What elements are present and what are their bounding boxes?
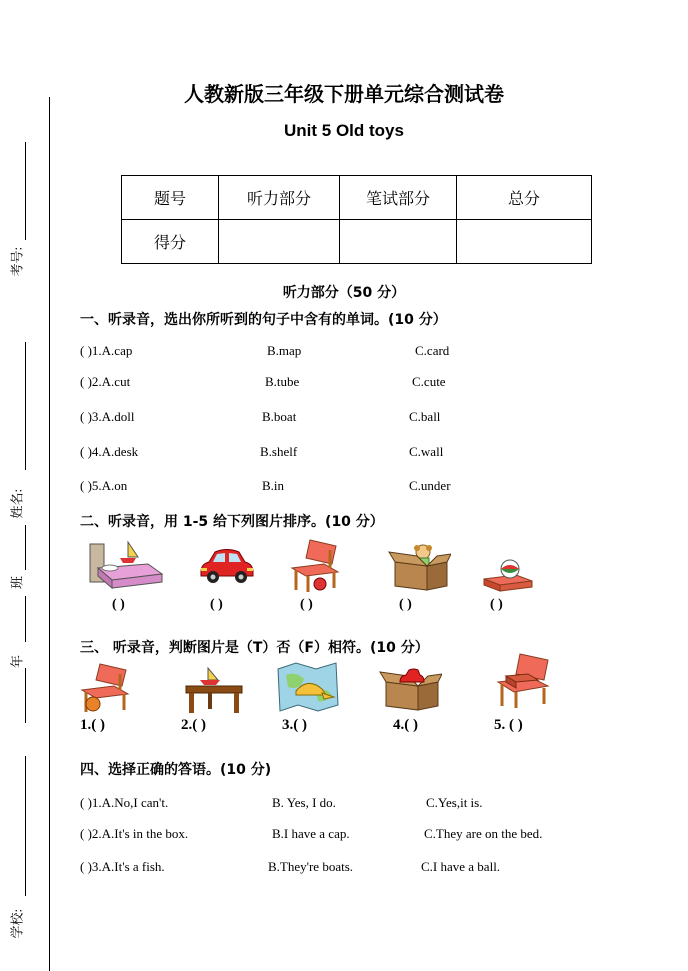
table-cell: 题号: [122, 176, 219, 220]
map-cap-icon: [276, 661, 340, 713]
desk-boat-icon: [184, 666, 244, 714]
s1-q1-c: C.card: [415, 343, 450, 358]
s4-q3-a: ( )3.A.It's a fish.: [80, 859, 165, 874]
s1-q3-c: C.ball: [409, 409, 441, 424]
binding-line: [49, 97, 50, 971]
s4-q2-a: ( )2.A.It's in the box.: [80, 826, 189, 841]
exam-no-rule: [25, 142, 26, 240]
s1-q2-b: B.tube: [265, 374, 300, 389]
exam-no-label: 考号:: [9, 246, 25, 277]
score-table: [121, 175, 592, 264]
grade-rule: [25, 596, 26, 642]
table-cell: 听力部分: [219, 176, 340, 220]
section4-heading: 四、选择正确的答语。(10 分): [80, 762, 272, 778]
s3-answer-1[interactable]: 1.( ): [80, 717, 105, 733]
grade-label: 年: [9, 655, 25, 669]
table-cell: 笔试部分: [340, 176, 457, 220]
s1-q2-a: ( )2.A.cut: [80, 374, 131, 389]
s2-blank-2[interactable]: ( ): [210, 597, 223, 612]
grade-rule-2: [25, 668, 26, 723]
score-cell-writing[interactable]: [340, 220, 457, 264]
s3-answer-3[interactable]: 3.( ): [282, 717, 307, 733]
chair-with-ball-icon: [284, 538, 344, 592]
section1-heading: 一、听录音，选出你所听到的句子中含有的单词。(10 分）: [80, 312, 447, 328]
school-label: 学校:: [9, 908, 25, 939]
s2-blank-1[interactable]: ( ): [112, 597, 125, 612]
s4-q3-b: B.They're boats.: [268, 859, 354, 874]
s1-q5-b: B.in: [262, 478, 285, 493]
listening-title: 听力部分（50 分）: [282, 285, 406, 301]
s2-blank-4[interactable]: ( ): [399, 597, 412, 612]
name-label: 姓名:: [9, 488, 25, 519]
section3-heading: 三、 听录音，判断图片是（T）否（F）相符。(10 分）: [80, 640, 429, 656]
s1-q1-a: ( )1.A.cap: [80, 343, 133, 358]
s4-q1-b: B. Yes, I do.: [272, 795, 336, 810]
table-cell: 得分: [122, 220, 219, 264]
s1-q3-a: ( )3.A.doll: [80, 409, 135, 424]
box-car-icon: [378, 664, 442, 712]
s4-q2-b: B.I have a cap.: [272, 826, 350, 841]
score-table-header-row: [122, 176, 592, 220]
s1-q5-c: C.under: [409, 478, 451, 493]
class-rule: [25, 525, 26, 570]
s4-q1-c: C.Yes,it is.: [426, 795, 483, 810]
red-car-icon: [197, 544, 257, 586]
s1-q3-b: B.boat: [262, 409, 297, 424]
score-cell-listening[interactable]: [219, 220, 340, 264]
box-with-ball-icon: [480, 557, 536, 593]
section2-heading: 二、听录音，用 1-5 给下列图片排序。(10 分）: [80, 514, 384, 530]
s4-q1-a: ( )1.A.No,I can't.: [80, 795, 169, 810]
s1-q5-a: ( )5.A.on: [80, 478, 128, 493]
s1-q4-a: ( )4.A.desk: [80, 444, 139, 459]
box-with-doll-icon: [387, 542, 451, 592]
chair-ball-under-icon: [76, 662, 134, 714]
s4-q3-c: C.I have a ball.: [421, 859, 501, 874]
page-subtitle: Unit 5 Old toys: [284, 121, 404, 140]
school-rule: [25, 756, 26, 896]
s1-q4-c: C.wall: [409, 444, 444, 459]
s4-q2-c: C.They are on the bed.: [424, 826, 543, 841]
bed-with-boat-icon: [88, 538, 166, 590]
chair-box-icon: [492, 652, 556, 708]
s2-blank-5[interactable]: ( ): [490, 597, 503, 612]
s1-q1-b: B.map: [267, 343, 302, 358]
score-cell-total[interactable]: [457, 220, 592, 264]
score-table-score-row: [122, 220, 592, 264]
s2-blank-3[interactable]: ( ): [300, 597, 313, 612]
class-label: 班: [9, 576, 25, 590]
s1-q2-c: C.cute: [412, 374, 446, 389]
name-rule: [25, 342, 26, 470]
s3-answer-2[interactable]: 2.( ): [181, 717, 206, 733]
page-title: 人教新版三年级下册单元综合测试卷: [184, 84, 504, 106]
s3-answer-4[interactable]: 4.( ): [393, 717, 418, 733]
s3-answer-5[interactable]: 5. ( ): [494, 717, 523, 733]
s1-q4-b: B.shelf: [260, 444, 298, 459]
table-cell: 总分: [457, 176, 592, 220]
